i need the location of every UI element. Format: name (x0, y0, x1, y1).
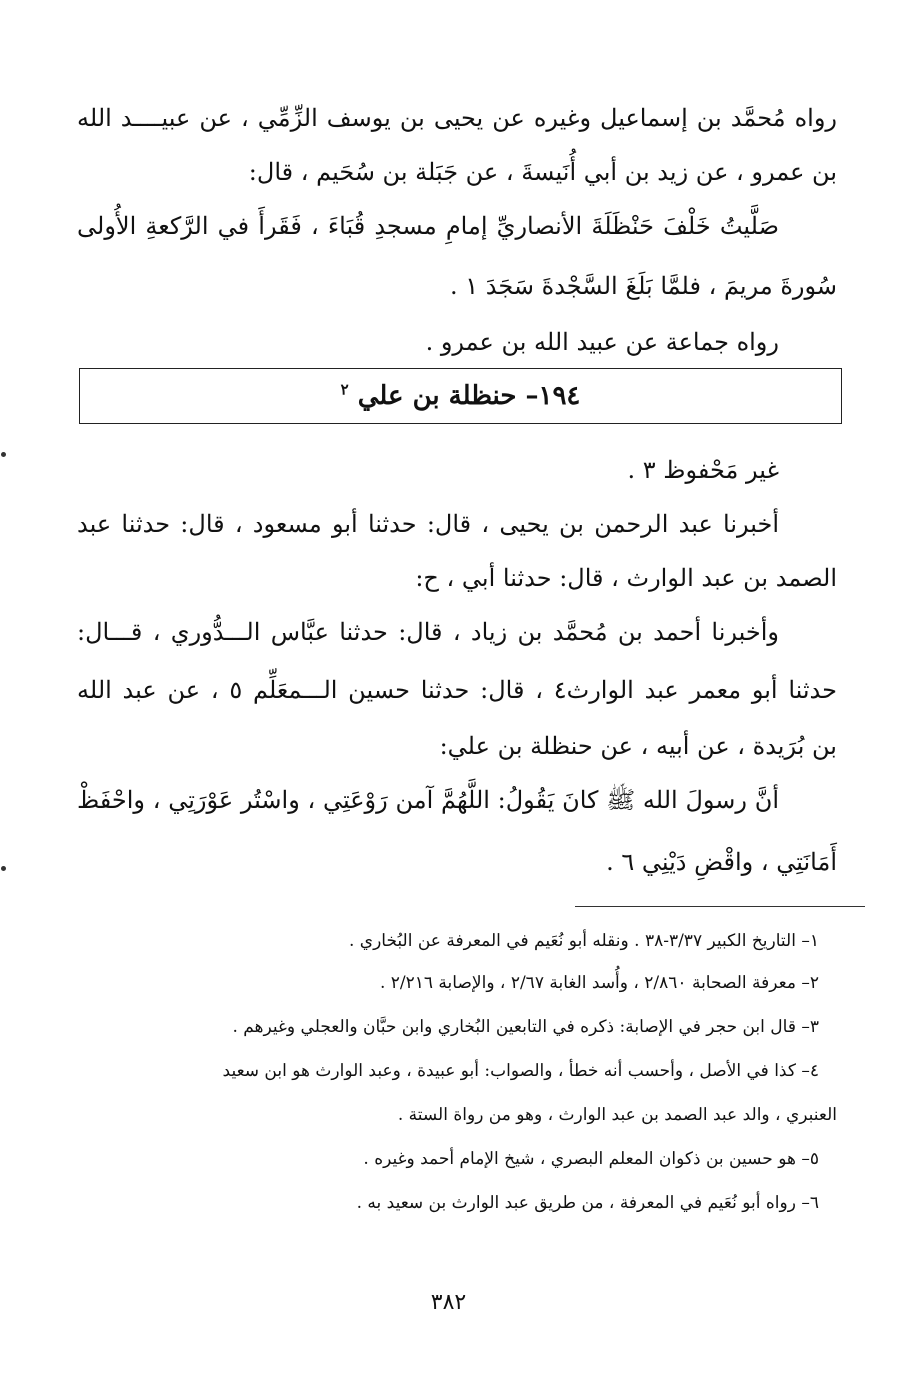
heading-title: ١٩٤– حنظلة بن علي (357, 381, 581, 411)
page-number: ٣٨٢ (430, 1290, 467, 1315)
text-line: حدثنا أبو معمر عبد الوارث٤ ، قال: حدثنا حسين الـــمعَلِّم ٥ ، عن عبد الله (77, 676, 837, 704)
footnote-separator (575, 906, 865, 907)
text-line: الصمد بن عبد الوارث ، قال: حدثنا أبي ، ح: (415, 564, 837, 592)
footnote: ١– التاريخ الكبير ٣/٣٧-٣٨ . ونقله أبو نُعَيم في المعرفة عن البُخاري . (348, 931, 819, 951)
scan-mark (1, 452, 6, 457)
footnote: ٦– رواه أبو نُعَيم في المعرفة ، من طريق عبد الوارث بن سعيد به . (356, 1193, 819, 1213)
footnote: ٥– هو حسين بن ذكوان المعلم البصري ، شيخ الإمام أحمد وغيره . (363, 1149, 819, 1169)
text-line: رواه مُحمَّد بن إسماعيل وغيره عن يحيى بن يوسف الزِّمِّي ، عن عبيــــد الله (77, 104, 837, 132)
footnote: ٤– كذا في الأصل ، وأحسب أنه خطأ ، والصواب: أبو عبيدة ، وعبد الوارث هو ابن سعيد (222, 1061, 819, 1081)
text-line: أخبرنا عبد الرحمن بن يحيى ، قال: حدثنا أبو مسعود ، قال: حدثنا عبد (77, 510, 779, 538)
text-line: رواه جماعة عن عبيد الله بن عمرو . (425, 328, 779, 356)
hadith-line: صَلَّيتُ خَلْفَ حَنْظَلَةَ الأنصاريِّ إمامِ مسجدِ قُبَاءَ ، فَقَرأَ في الرَّكعةِ الأُولى (77, 212, 779, 240)
hadith-line: سُورةَ مريمَ ، فلمَّا بَلَغَ السَّجْدةَ سَجَدَ ١ . (450, 272, 837, 300)
hadith-line: أنَّ رسولَ الله ﷺ كانَ يَقُولُ: اللَّهُمَّ آمن رَوْعَتِي ، واسْتُر عَوْرَتِي ، واحْفَظْ (77, 786, 779, 814)
text-line: بن عمرو ، عن زيد بن أبي أُنَيسةَ ، عن جَبَلة بن سُحَيم ، قال: (248, 158, 837, 186)
scan-mark (1, 866, 6, 871)
entry-heading (79, 368, 842, 424)
footnote: ٢– معرفة الصحابة ٢/٨٦٠ ، وأُسد الغابة ٢/٦٧ ، والإصابة ٢/٢١٦ . (379, 973, 819, 993)
footnote-continuation: العنبري ، والد عبد الصمد بن عبد الوارث ، وهو من رواة الستة . (397, 1105, 837, 1125)
hadith-line: أَمَانَتِي ، واقْضِ دَيْنِي ٦ . (606, 848, 837, 876)
text-line: غير مَحْفوظ ٣ . (627, 456, 779, 484)
footnote: ٣– قال ابن حجر في الإصابة: ذكره في التابعين البُخاري وابن حبَّان والعجلي وغيرهم . (232, 1017, 819, 1037)
heading-footnote-ref: ٢ (340, 380, 349, 399)
text-line: وأخبرنا أحمد بن مُحمَّد بن زياد ، قال: حدثنا عبَّاس الـــدُّوري ، قـــال: (77, 618, 779, 646)
text-line: بن بُرَيدة ، عن أبيه ، عن حنظلة بن علي: (439, 732, 837, 760)
